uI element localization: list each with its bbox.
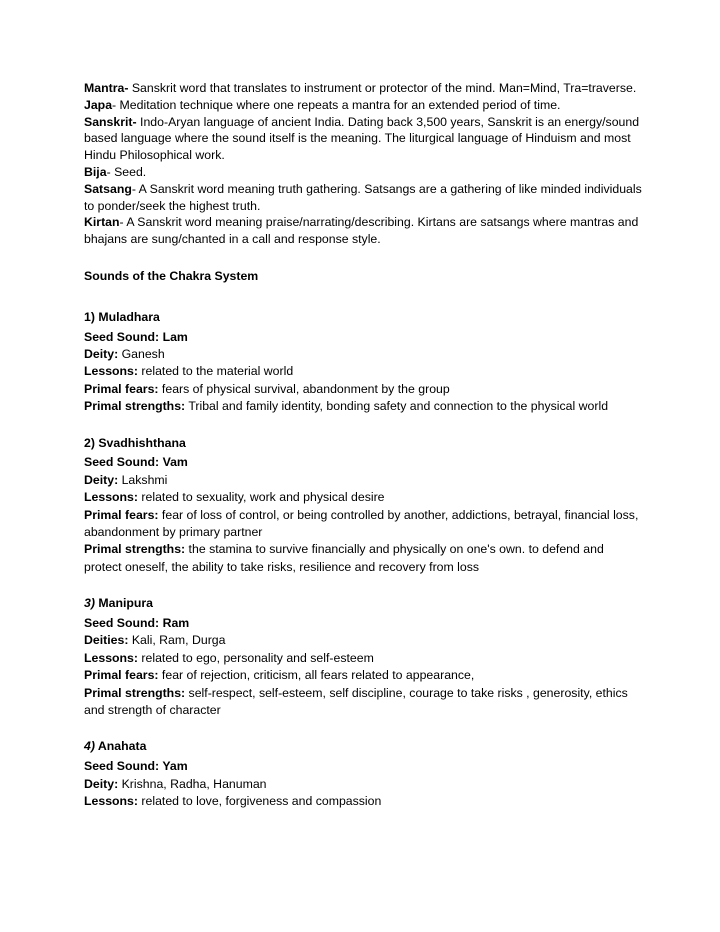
field-label: Deity: <box>84 346 119 361</box>
definition-text: - Meditation technique where one repeats a mantra for an extended period of time. <box>112 97 561 112</box>
definition-mantra <box>84 80 644 97</box>
definition-term: Satsang <box>84 181 132 196</box>
seed-sound-text: Seed Sound: Yam <box>84 759 188 774</box>
field-value: fears of physical survival, abandonment by the group <box>158 381 450 396</box>
definition-text: Sanskrit word that translates to instrument or protector of the mind. Man=Mind, Tra=traverse. <box>128 81 637 95</box>
field-value: Ganesh <box>118 346 165 361</box>
definitions-block <box>84 80 644 248</box>
deity-line <box>84 632 644 649</box>
field-value: Tribal and family identity, bonding safety and connection to the physical world <box>185 399 609 414</box>
field-value: self-respect, self-esteem, self discipline, courage to take risks , generosity, ethics and strength of character <box>84 685 628 718</box>
definition-sanskrit <box>84 114 644 164</box>
field-value: Kali, Ram, Durga <box>128 633 226 648</box>
definition-text: - A Sanskrit word meaning truth gathering. Satsangs are a gathering of like minded individuals to ponder/seek the highest truth. <box>84 181 642 213</box>
field-label: Primal fears: <box>84 381 159 396</box>
definition-term: Mantra- <box>84 81 129 95</box>
field-value: the stamina to survive financially and physically on one's own. to defend and protect oneself, the ability to take risks, resilience and recovery from loss <box>84 542 604 574</box>
seed-sound <box>84 758 644 775</box>
lessons-line <box>84 489 644 506</box>
field-label: Primal strengths: <box>84 685 186 700</box>
definition-term: Sanskrit- <box>84 114 137 129</box>
document-page <box>84 80 644 810</box>
field-label: Primal fears: <box>84 668 159 683</box>
definition-bija <box>84 164 644 181</box>
definition-kirtan <box>84 214 644 248</box>
primal-fears-line <box>84 667 644 684</box>
deity-line <box>84 776 644 793</box>
field-value: related to ego, personality and self-esteem <box>138 650 374 665</box>
field-value: Lakshmi <box>118 472 168 487</box>
seed-sound <box>84 615 644 632</box>
chakra-number: 2) <box>84 435 95 450</box>
field-label: Primal strengths: <box>84 399 186 414</box>
field-value: fear of rejection, criticism, all fears related to appearance, <box>158 668 475 683</box>
chakra-number: 1) <box>84 309 95 324</box>
seed-sound <box>84 329 644 346</box>
section-title: Sounds of the Chakra System <box>84 268 259 283</box>
field-value: fear of loss of control, or being controlled by another, addictions, betrayal, financial loss, abandonment by primary partner <box>84 507 639 540</box>
field-value: related to the material world <box>138 364 294 379</box>
lessons-line <box>84 650 644 667</box>
field-label: Primal strengths: <box>84 542 186 557</box>
chakra-name: Muladhara <box>98 309 160 324</box>
seed-sound-text: Seed Sound: Lam <box>84 329 188 344</box>
field-label: Lessons: <box>84 364 138 379</box>
field-label: Deity: <box>84 472 119 487</box>
definition-term: Kirtan <box>84 215 120 230</box>
field-value: related to sexuality, work and physical desire <box>138 490 385 505</box>
chakra-title <box>84 309 644 326</box>
deity-line <box>84 472 644 489</box>
definition-text: Indo-Aryan language of ancient India. Dating back 3,500 years, Sanskrit is an energy/sound based language where the sound itself is the meaning. The liturgical language of Hinduism and most Hindu Philosophical work. <box>84 114 640 163</box>
chakra-number: 4) <box>84 739 95 754</box>
field-label: Lessons: <box>84 490 138 505</box>
field-label: Lessons: <box>84 650 138 665</box>
chakra-number: 3) <box>84 596 95 611</box>
chakra-svadhishthana <box>84 435 644 577</box>
definition-japa <box>84 97 644 114</box>
deity-line <box>84 346 644 363</box>
definition-text: - Seed. <box>106 164 147 179</box>
primal-fears-line <box>84 381 644 398</box>
chakra-title <box>84 595 644 612</box>
field-label: Deities: <box>84 633 129 648</box>
lessons-line <box>84 363 644 380</box>
definition-term: Japa <box>84 97 113 112</box>
chakra-manipura <box>84 595 644 719</box>
primal-strengths-line <box>84 685 644 720</box>
chakra-name: Manipura <box>98 596 154 611</box>
chakra-name: Anahata <box>97 739 147 754</box>
chakra-title <box>84 435 644 452</box>
definition-term: Bija <box>84 164 107 179</box>
field-label: Lessons: <box>84 794 138 809</box>
chakra-anahata <box>84 738 644 810</box>
lessons-line <box>84 793 644 810</box>
field-value: related to love, forgiveness and compassion <box>138 794 382 809</box>
primal-fears-line <box>84 507 644 542</box>
definition-text: - A Sanskrit word meaning praise/narrating/describing. Kirtans are satsangs where mantras and bhajans are sung/chanted in a call and response style. <box>84 215 639 247</box>
chakra-title <box>84 738 644 755</box>
seed-sound <box>84 454 644 471</box>
field-value: Krishna, Radha, Hanuman <box>118 776 267 791</box>
field-label: Primal fears: <box>84 507 159 522</box>
field-label: Deity: <box>84 776 119 791</box>
seed-sound-text: Seed Sound: Ram <box>84 616 190 631</box>
definition-satsang <box>84 181 644 215</box>
seed-sound-text: Seed Sound: Vam <box>84 455 188 470</box>
primal-strengths-line <box>84 398 644 415</box>
chakra-muladhara <box>84 309 644 416</box>
chakra-name: Svadhishthana <box>98 435 186 450</box>
primal-strengths-line <box>84 541 644 576</box>
